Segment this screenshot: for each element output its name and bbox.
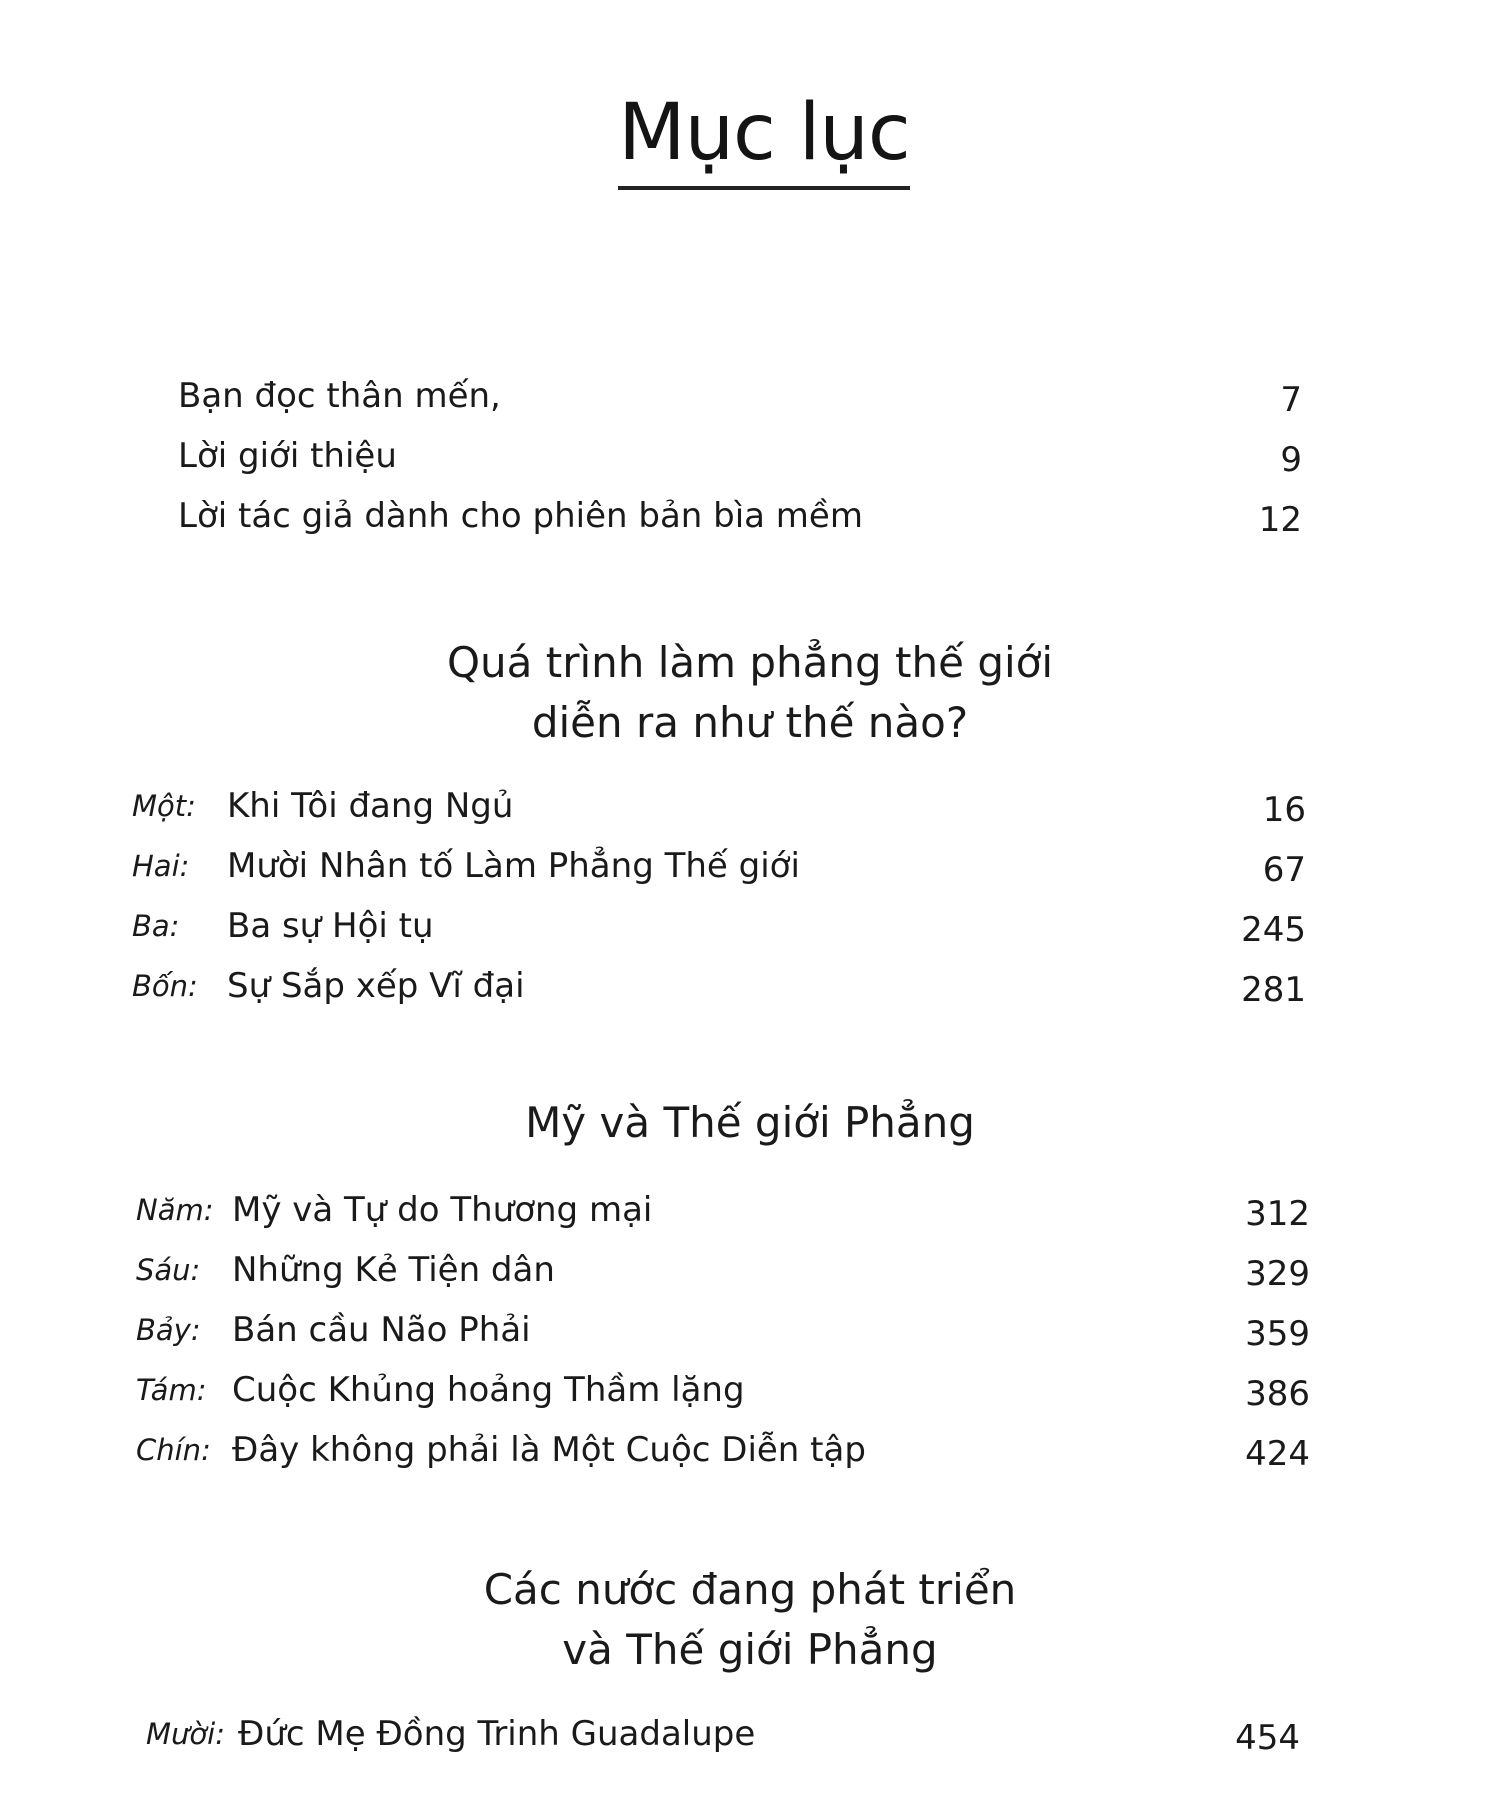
toc-entry-text: Lời tác giả dành cho phiên bản bìa mềm xyxy=(178,496,863,536)
chapter-entry[interactable] xyxy=(136,1368,1310,1412)
chapter-number: Một: xyxy=(132,789,196,823)
toc-entry-page: 12 xyxy=(1258,500,1302,540)
part-heading-line: và Thế giới Phẳng xyxy=(562,1625,938,1674)
chapter-page: 329 xyxy=(1245,1254,1310,1294)
page-title xyxy=(0,88,1504,190)
chapter-number: Bảy: xyxy=(136,1313,201,1347)
toc-entry[interactable] xyxy=(178,494,1302,538)
chapter-title: Cuộc Khủng hoảng Thầm lặng xyxy=(232,1370,745,1410)
chapter-entry[interactable] xyxy=(136,1308,1310,1352)
chapter-title: Mỹ và Tự do Thương mại xyxy=(232,1190,653,1230)
chapter-page: 16 xyxy=(1262,790,1306,830)
chapter-number: Mười: xyxy=(146,1717,225,1751)
part-heading xyxy=(300,633,1200,753)
toc-entry-text: Bạn đọc thân mến, xyxy=(178,376,501,416)
part-heading-line: Quá trình làm phẳng thế giới xyxy=(446,638,1054,687)
chapter-title: Những Kẻ Tiện dân xyxy=(232,1250,555,1290)
toc-entry-page: 9 xyxy=(1280,440,1302,480)
chapter-page: 67 xyxy=(1262,850,1306,890)
chapter-title: Khi Tôi đang Ngủ xyxy=(227,786,514,826)
chapter-number: Ba: xyxy=(132,909,180,943)
chapter-page: 386 xyxy=(1245,1374,1310,1414)
toc-entry-page: 7 xyxy=(1280,380,1302,420)
part-heading-line: diễn ra như thế nào? xyxy=(531,698,969,747)
chapter-entry[interactable] xyxy=(132,844,1306,888)
toc-entry[interactable] xyxy=(178,374,1302,418)
chapter-page: 245 xyxy=(1241,910,1306,950)
chapter-entry[interactable] xyxy=(132,784,1306,828)
part-heading-line: Các nước đang phát triển xyxy=(483,1565,1017,1614)
chapter-number: Chín: xyxy=(136,1433,211,1467)
part-heading xyxy=(300,1093,1200,1153)
chapter-entry[interactable] xyxy=(132,964,1306,1008)
chapter-number: Năm: xyxy=(136,1193,214,1227)
chapter-entry[interactable] xyxy=(132,904,1306,948)
chapter-page: 281 xyxy=(1241,970,1306,1010)
toc-entry[interactable] xyxy=(178,434,1302,478)
chapter-title: Mười Nhân tố Làm Phẳng Thế giới xyxy=(227,846,800,886)
chapter-number: Tám: xyxy=(136,1373,207,1407)
chapter-title: Đức Mẹ Đồng Trinh Guadalupe xyxy=(238,1714,756,1754)
chapter-entry[interactable] xyxy=(136,1428,1310,1472)
chapter-entry[interactable] xyxy=(136,1188,1310,1232)
chapter-number: Sáu: xyxy=(136,1253,201,1287)
chapter-title: Ba sự Hội tụ xyxy=(227,906,434,946)
chapter-number: Bốn: xyxy=(132,969,198,1003)
page-title-text: Mục lục xyxy=(618,88,909,190)
chapter-entry[interactable] xyxy=(136,1248,1310,1292)
part-heading xyxy=(300,1560,1200,1680)
chapter-title: Bán cầu Não Phải xyxy=(232,1310,531,1350)
chapter-title: Sự Sắp xếp Vĩ đại xyxy=(227,966,525,1006)
chapter-page: 359 xyxy=(1245,1314,1310,1354)
chapter-page: 424 xyxy=(1245,1434,1310,1474)
chapter-entry[interactable] xyxy=(146,1712,1300,1756)
chapter-page: 454 xyxy=(1235,1718,1300,1758)
chapter-number: Hai: xyxy=(132,849,190,883)
chapter-page: 312 xyxy=(1245,1194,1310,1234)
chapter-title: Đây không phải là Một Cuộc Diễn tập xyxy=(232,1430,866,1470)
part-heading-line: Mỹ và Thế giới Phẳng xyxy=(525,1098,975,1147)
toc-entry-text: Lời giới thiệu xyxy=(178,436,397,476)
